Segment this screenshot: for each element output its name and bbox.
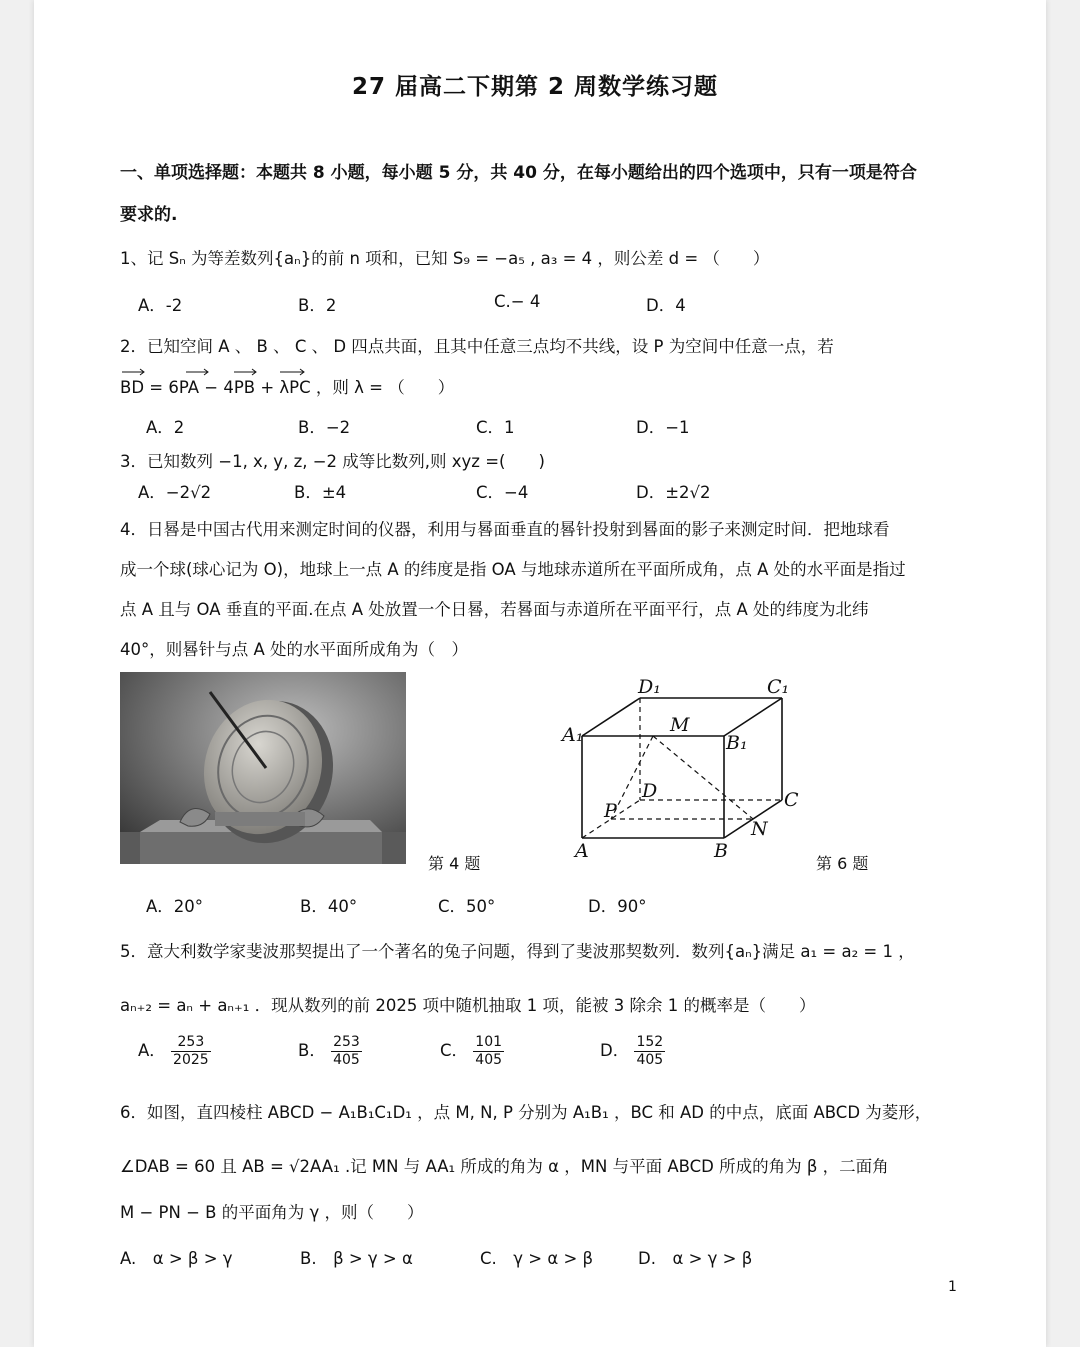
label-d: D bbox=[642, 780, 658, 802]
q6-option-d: D. α > γ > β bbox=[638, 1249, 753, 1268]
document-page bbox=[34, 0, 1046, 1347]
q1-option-c: C.− 4 bbox=[494, 292, 541, 311]
question-4-line3: 点 A 且与 OA 垂直的平面.在点 A 处放置一个日晷，若晷面与赤道所在平面平行，点 A 处的纬度为北纬 bbox=[120, 600, 869, 619]
q5-option-d: D． $\frac{152}{405}$ bbox=[600, 1034, 664, 1068]
edge-a1d1 bbox=[582, 698, 640, 736]
vector-arrows bbox=[120, 366, 350, 376]
question-2-line2: BD = 6PA − 4PB + λPC ，则 λ = （ ） bbox=[120, 378, 455, 397]
q2-option-b: B．−2 bbox=[298, 418, 351, 437]
q1-option-b: B．2 bbox=[298, 296, 337, 315]
q4-option-b: B．40° bbox=[300, 897, 358, 916]
q2-option-a: A．2 bbox=[146, 418, 185, 437]
label-a1: A₁ bbox=[562, 724, 584, 746]
q4-option-a: A．20° bbox=[146, 897, 204, 916]
q3-option-c: C．−4 bbox=[476, 483, 529, 502]
section-heading-line1: 一、单项选择题：本题共 8 小题，每小题 5 分，共 40 分，在每小题给出的四个选项中，只有一项是符合 bbox=[120, 163, 917, 183]
question-6-line3: M − PN − B 的平面角为 γ ，则（ ） bbox=[120, 1203, 424, 1222]
label-n: N bbox=[751, 818, 768, 840]
q3-option-d: D．±2√2 bbox=[636, 483, 711, 502]
label-c: C bbox=[784, 789, 799, 811]
question-2-line1: 2．已知空间 A 、 B 、 C 、 D 四点共面，且其中任意三点均不共线，设 P 为空间中任意一点，若 bbox=[120, 337, 834, 356]
q6-option-c: C. γ > α > β bbox=[480, 1249, 594, 1268]
page-title: 27 届高二下期第 2 周数学练习题 bbox=[352, 74, 719, 100]
question-6-line1: 6．如图，直四棱柱 ABCD − A₁B₁C₁D₁ ，点 M, N, P 分别为 A₁B₁ ，BC 和 AD 的中点，底面 ABCD 为菱形， bbox=[120, 1103, 932, 1122]
q5-option-b: B． $\frac{253}{405}$ bbox=[298, 1034, 360, 1068]
question-4-line1: 4．日晷是中国古代用来测定时间的仪器，利用与晷面垂直的晷针投射到晷面的影子来测定时间．把地球看 bbox=[120, 520, 890, 539]
question-5-line1: 5．意大利数学家斐波那契提出了一个著名的兔子问题，得到了斐波那契数列．数列{aₙ}满足 a₁ = a₂ = 1 ， bbox=[120, 942, 915, 961]
q5-option-c: C． $\frac{101}{405}$ bbox=[440, 1034, 503, 1068]
q3-option-a: A．−2√2 bbox=[138, 483, 212, 502]
edge-b1c1 bbox=[724, 698, 782, 736]
q1-option-a: A．-2 bbox=[138, 296, 183, 315]
page-number: 1 bbox=[948, 1279, 957, 1295]
q6-option-b: B. β > γ > α bbox=[300, 1249, 413, 1268]
question-6-line2: ∠DAB = 60 且 AB = √2AA₁ .记 MN 与 AA₁ 所成的角为 α ，MN 与平面 ABCD 所成的角为 β ，二面角 bbox=[120, 1157, 889, 1176]
prism-diagram bbox=[554, 670, 854, 865]
q6-option-a: A. α > β > γ bbox=[120, 1249, 233, 1268]
question-4-line4: 40°，则晷针与点 A 处的水平面所成角为（ ） bbox=[120, 640, 469, 659]
q5-option-a: A． $\frac{253}{2025}$ bbox=[138, 1034, 209, 1068]
question-3-text: 3．已知数列 −1, x, y, z, −2 成等比数列,则 xyz =( ) bbox=[120, 452, 545, 471]
label-b: B bbox=[714, 840, 728, 862]
label-b1: B₁ bbox=[726, 732, 748, 754]
question-5-line2: aₙ₊₂ = aₙ + aₙ₊₁ ．现从数列的前 2025 项中随机抽取 1 项，能被 3 除余 1 的概率是（ ） bbox=[120, 996, 816, 1015]
q3-option-b: B．±4 bbox=[294, 483, 347, 502]
segment-mp bbox=[611, 736, 653, 819]
question-4-line2: 成一个球(球心记为 O)，地球上一点 A 的纬度是指 OA 与地球赤道所在平面所成角，点 A 处的水平面是指过 bbox=[120, 560, 906, 579]
figure-6-caption: 第 6 题 bbox=[816, 854, 869, 873]
section-heading-line2: 要求的. bbox=[120, 205, 178, 225]
q2-option-d: D．−1 bbox=[636, 418, 690, 437]
q2-option-c: C．1 bbox=[476, 418, 515, 437]
q1-option-d: D．4 bbox=[646, 296, 686, 315]
q4-option-d: D．90° bbox=[588, 897, 647, 916]
label-a: A bbox=[575, 840, 589, 862]
label-m: M bbox=[670, 714, 690, 736]
sundial-photo bbox=[120, 672, 406, 864]
label-c1: C₁ bbox=[767, 676, 790, 698]
figure-4-caption: 第 4 题 bbox=[428, 854, 481, 873]
q4-option-c: C．50° bbox=[438, 897, 496, 916]
label-p: P bbox=[604, 800, 617, 822]
label-d1: D₁ bbox=[638, 676, 661, 698]
question-1-text: 1、记 Sₙ 为等差数列{aₙ}的前 n 项和，已知 S₉ = −a₅ , a₃ = 4 ，则公差 d = （ ） bbox=[120, 249, 770, 268]
